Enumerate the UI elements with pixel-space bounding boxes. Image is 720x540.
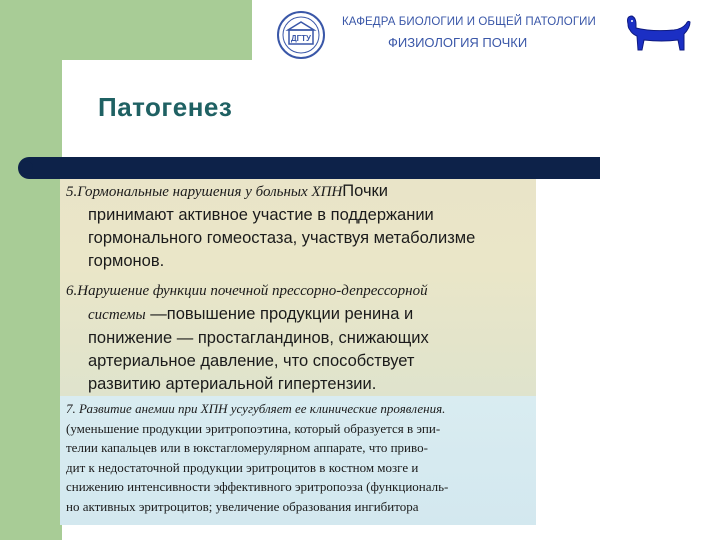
university-logo-icon — [276, 10, 326, 60]
item-7-line: телии капальцев или в юкстагломерулярном аппарате, что приво- — [66, 440, 428, 455]
item-6-heading: 6.Нарушение функции почечной прессорно-депрессорной — [66, 283, 428, 299]
item-6-text — [66, 280, 532, 396]
slide-title: Патогенез — [98, 92, 233, 122]
item-5-line: гормонов. — [88, 252, 165, 270]
divider-bullet — [20, 161, 33, 174]
item-7-heading: 7. Развитие анемии при ХПН усугубляет ее клинические проявления. — [66, 401, 446, 416]
department-name: КАФЕДРА БИОЛОГИИ И ОБЩЕЙ ПАТОЛОГИИ — [342, 16, 596, 28]
item-6-subheading: системы — [88, 307, 146, 323]
item-5-line: Почки — [342, 182, 388, 200]
item-5-line: принимают активное участие в поддержании — [88, 206, 434, 224]
left-accent-strip — [0, 0, 62, 540]
item-7-line: но активных эритроцитов; увеличение образования ингибитора — [66, 498, 419, 514]
dachshund-logo-icon — [622, 10, 694, 58]
item-7-text — [66, 399, 532, 516]
item-5-line: гормонального гомеостаза, участвуя метаболизме — [88, 229, 476, 247]
item-6-line: развитию артериальной гипертензии. — [88, 375, 377, 393]
logo-text: ДГТУ — [290, 34, 312, 43]
item-5-text — [66, 180, 532, 273]
item-7-line: дит к недостаточной продукции эритроцитов в костном мозге и — [66, 459, 419, 475]
item-6-line: —повышение продукции ренина и — [150, 305, 414, 323]
topic-name: ФИЗИОЛОГИЯ ПОЧКИ — [388, 35, 528, 50]
item-6-line: понижение — простагландинов, снижающих — [88, 329, 429, 347]
item-7-line: снижению интенсивности эффективного эритропоэза (функциональ- — [66, 479, 449, 494]
item-6-line: артериальное давление, что способствует — [88, 352, 415, 370]
item-7-line: (уменьшение продукции эритропоэтина, который образуется в эпи- — [66, 420, 441, 436]
item-5-heading: 5.Гормональные нарушения у больных ХПН — [66, 184, 343, 200]
title-divider-bar — [18, 157, 600, 179]
